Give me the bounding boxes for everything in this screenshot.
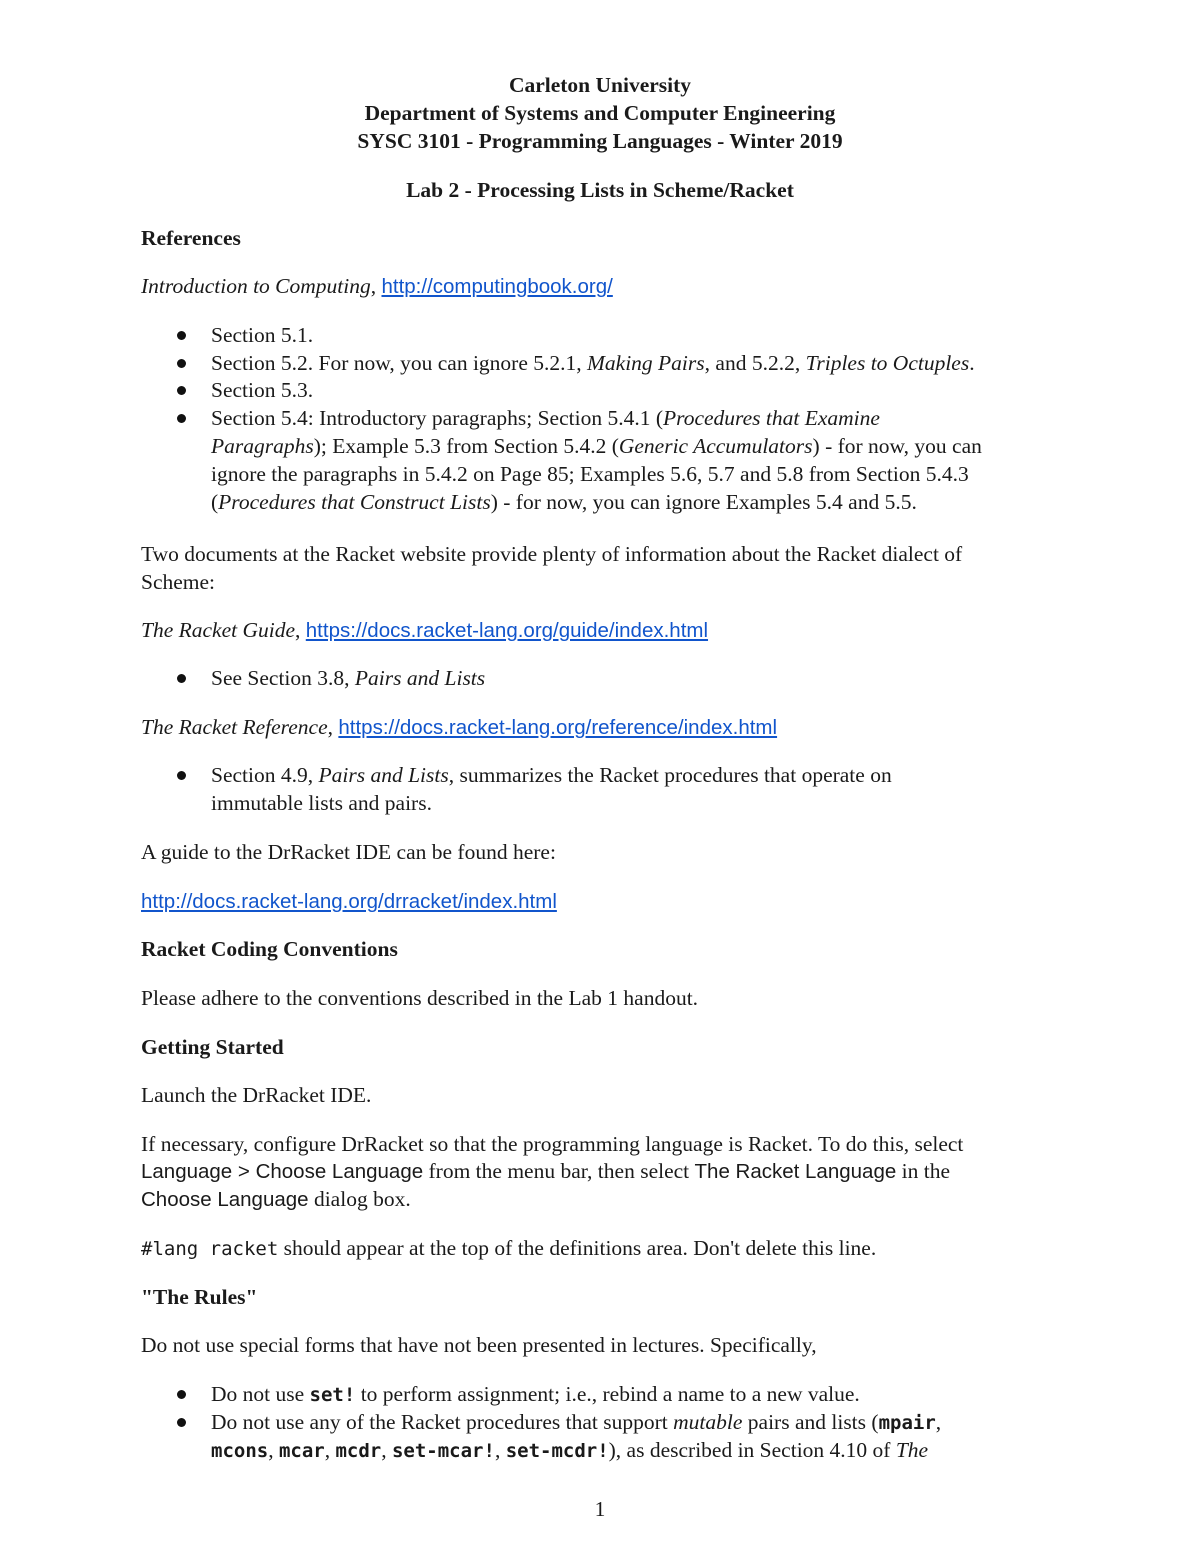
bullet-icon bbox=[177, 1390, 186, 1399]
racket-reference-reference: The Racket Reference, https://docs.racket-lang.org/reference/index.html bbox=[141, 715, 778, 739]
bullet-icon bbox=[177, 1418, 186, 1427]
book-title: Introduction to Computing bbox=[141, 274, 371, 298]
list-item-reference-section-line-1: Section 4.9, Pairs and Lists, summarizes the Racket procedures that operate on bbox=[211, 763, 892, 787]
racket-reference-link[interactable]: https://docs.racket-lang.org/reference/index.html bbox=[338, 716, 778, 739]
bullet-icon bbox=[177, 386, 186, 395]
getting-started-heading: Getting Started bbox=[141, 1035, 284, 1059]
page-number: 1 bbox=[594, 1497, 606, 1521]
rule-no-mutable-line-1: Do not use any of the Racket procedures that support mutable pairs and lists (mpair, bbox=[211, 1410, 942, 1434]
book-link[interactable]: http://computingbook.org/ bbox=[381, 275, 613, 298]
book-reference bbox=[141, 272, 613, 301]
racket-guide-link[interactable]: https://docs.racket-lang.org/guide/index.html bbox=[305, 619, 709, 642]
bullet-icon bbox=[177, 771, 186, 780]
university-name: Carleton University bbox=[508, 73, 692, 97]
department-name: Department of Systems and Computer Engineering bbox=[364, 101, 836, 125]
lab-title: Lab 2 - Processing Lists in Scheme/Racket bbox=[406, 178, 794, 202]
rule-no-mutable-line-2: mcons, mcar, mcdr, set-mcar!, set-mcdr!), as described in Section 4.10 of The bbox=[211, 1438, 929, 1462]
book-separator: , bbox=[370, 274, 382, 298]
bullet-icon bbox=[177, 359, 186, 368]
rule-no-set: Do not use set! to perform assignment; i.e., rebind a name to a new value. bbox=[211, 1382, 860, 1406]
racket-intro-line-1: Two documents at the Racket website provide plenty of information about the Racket dialect of bbox=[141, 542, 963, 566]
ide-intro: A guide to the DrRacket IDE can be found here: bbox=[141, 840, 556, 864]
bullet-icon bbox=[177, 674, 186, 683]
config-line-3: Choose Language dialog box. bbox=[141, 1187, 411, 1211]
bullet-icon bbox=[177, 331, 186, 340]
bullet-icon bbox=[177, 414, 186, 423]
launch-text: Launch the DrRacket IDE. bbox=[141, 1083, 372, 1107]
config-line-2: Language > Choose Language from the menu bar, then select The Racket Language in the bbox=[141, 1159, 950, 1183]
list-item-reference-section-line-2: immutable lists and pairs. bbox=[211, 791, 432, 815]
list-item-section-5-2: Section 5.2. For now, you can ignore 5.2.1, Making Pairs, and 5.2.2, Triples to Octuples. bbox=[211, 351, 975, 375]
conventions-text: Please adhere to the conventions described in the Lab 1 handout. bbox=[141, 986, 699, 1010]
rules-intro: Do not use special forms that have not been presented in lectures. Specifically, bbox=[141, 1333, 817, 1357]
drracket-guide-link[interactable]: http://docs.racket-lang.org/drracket/index.html bbox=[141, 890, 557, 913]
list-item-section-5-4-line-1: Section 5.4: Introductory paragraphs; Section 5.4.1 (Procedures that Examine bbox=[211, 406, 880, 430]
conventions-heading: Racket Coding Conventions bbox=[141, 937, 398, 961]
list-item-section-5-4-line-4: (Procedures that Construct Lists) - for now, you can ignore Examples 5.4 and 5.5. bbox=[211, 490, 917, 514]
references-heading: References bbox=[141, 226, 241, 250]
list-item-section-5-1: Section 5.1. bbox=[211, 323, 314, 347]
ide-guide-reference bbox=[141, 887, 557, 916]
list-item-section-5-4-line-2: Paragraphs); Example 5.3 from Section 5.4.2 (Generic Accumulators) - for now, you can bbox=[211, 434, 982, 458]
list-item-section-5-4-line-3: ignore the paragraphs in 5.4.2 on Page 85; Examples 5.6, 5.7 and 5.8 from Section 5.4.3 bbox=[211, 462, 969, 486]
lang-line: #lang racket should appear at the top of the definitions area. Don't delete this line. bbox=[141, 1236, 877, 1260]
course-title: SYSC 3101 - Programming Languages - Winter 2019 bbox=[357, 129, 843, 153]
config-line-1: If necessary, configure DrRacket so that the programming language is Racket. To do this, select bbox=[141, 1132, 964, 1156]
racket-intro-line-2: Scheme: bbox=[141, 570, 216, 594]
racket-guide-reference: The Racket Guide, https://docs.racket-lang.org/guide/index.html bbox=[141, 618, 709, 642]
lang-code: #lang racket bbox=[141, 1238, 279, 1260]
list-item-guide-section: See Section 3.8, Pairs and Lists bbox=[211, 666, 486, 690]
rules-heading: "The Rules" bbox=[141, 1285, 258, 1309]
list-item-section-5-3: Section 5.3. bbox=[211, 378, 314, 402]
